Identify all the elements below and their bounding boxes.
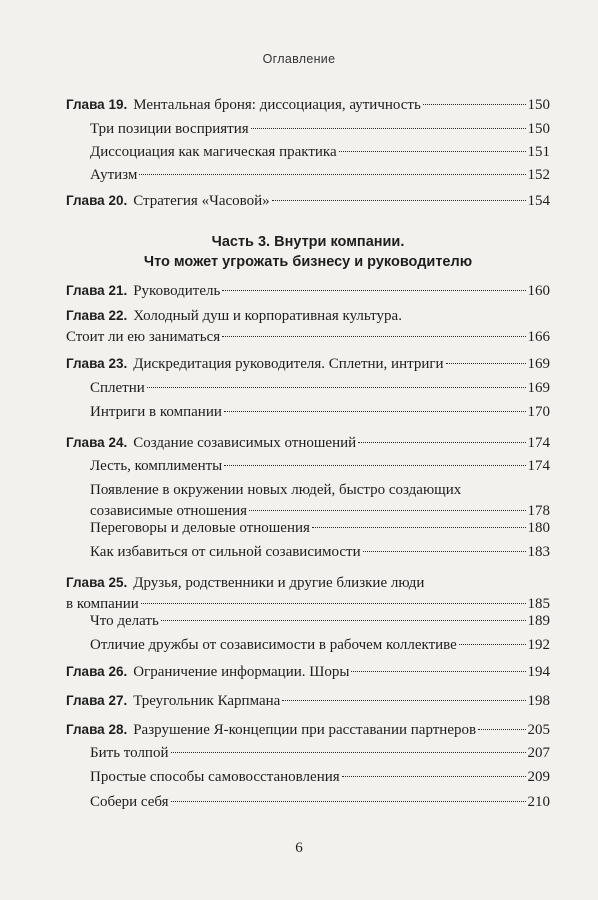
dot-leader <box>171 751 526 753</box>
dot-leader <box>224 410 526 412</box>
toc-page-number: 151 <box>527 144 550 160</box>
toc-chapter-entry <box>66 353 550 375</box>
dot-leader <box>249 509 525 511</box>
chapter-label: Глава 26. <box>66 664 128 679</box>
dot-leader <box>222 335 525 337</box>
toc-entry-line <box>90 378 550 399</box>
dot-leader <box>312 526 526 528</box>
toc-entry-line <box>66 432 550 454</box>
toc-page-number: 170 <box>527 404 550 420</box>
dot-leader <box>251 127 526 129</box>
toc-page-number: 174 <box>527 435 550 451</box>
toc-entry-title: Три позиции восприятия <box>90 121 249 137</box>
toc-chapter-entry <box>66 690 550 712</box>
toc-entry-line <box>66 280 550 302</box>
dot-leader <box>224 464 525 466</box>
dot-leader <box>351 670 525 672</box>
toc-section-entry <box>90 378 550 399</box>
toc-section-entry <box>90 635 550 656</box>
part-heading-line-2: Что может угрожать бизнесу и руководителю <box>143 254 473 270</box>
dot-leader <box>446 362 526 364</box>
toc-page-number: 207 <box>527 745 550 761</box>
toc-entry-title: Руководитель <box>133 283 221 299</box>
toc-page-number: 174 <box>527 458 550 474</box>
toc-entry-title: Простые способы самовосстановления <box>90 769 340 785</box>
dot-leader <box>139 173 525 175</box>
toc-page-number: 209 <box>527 769 550 785</box>
toc-entry-title: в компании <box>66 596 139 612</box>
toc-page-number: 189 <box>527 613 550 629</box>
toc-entry-line <box>90 119 550 140</box>
toc-page-number: 160 <box>527 283 550 299</box>
toc-chapter-entry <box>66 572 550 615</box>
toc-entry-line <box>90 142 550 163</box>
toc-section-entry <box>90 480 550 522</box>
dot-leader <box>282 699 525 701</box>
dot-leader <box>147 386 526 388</box>
part-heading-line-1: Часть 3. Внутри компании. <box>211 234 405 250</box>
toc-entry-line <box>66 572 550 594</box>
toc-section-entry <box>90 542 550 563</box>
toc-entry-title: Бить толпой <box>90 745 169 761</box>
toc-page-number: 169 <box>527 380 550 396</box>
chapter-label: Глава 23. <box>66 356 128 371</box>
toc-chapter-entry <box>66 280 550 302</box>
toc-entry-line <box>90 792 550 813</box>
toc-entry-title: Разрушение Я-концепции при расставании партнеров <box>133 722 477 738</box>
toc-page-number: 180 <box>527 520 550 536</box>
toc-entry-line <box>90 542 550 563</box>
running-head: Оглавление <box>262 52 336 66</box>
dot-leader <box>171 800 526 802</box>
toc-entry-title: Как избавиться от сильной созависимости <box>90 544 361 560</box>
toc-entry-title: Диссоциация как магическая практика <box>90 144 337 160</box>
toc-chapter-entry <box>66 719 550 741</box>
toc-entry-title: Отличие дружбы от созависимости в рабочем коллективе <box>90 637 457 653</box>
toc-page-number: 205 <box>527 722 550 738</box>
toc-entry-line <box>66 719 550 741</box>
toc-entry-line <box>90 518 550 539</box>
toc-entry-line <box>66 305 550 327</box>
toc-entry-line <box>66 353 550 375</box>
toc-entry-line <box>66 661 550 683</box>
toc-entry-line <box>90 611 550 632</box>
dot-leader <box>141 602 526 604</box>
dot-leader <box>459 643 526 645</box>
dot-leader <box>363 550 526 552</box>
toc-section-entry <box>90 611 550 632</box>
toc-entry-title: Треугольник Карпмана <box>133 693 281 709</box>
toc-section-entry <box>90 767 550 788</box>
toc-entry-line <box>66 690 550 712</box>
toc-chapter-entry <box>66 661 550 683</box>
toc-entry-title: Появление в окружении новых людей, быстро создающих <box>90 482 462 498</box>
toc-page-number: 152 <box>527 167 550 183</box>
toc-entry-line <box>90 402 550 423</box>
toc-entry-line <box>66 190 550 212</box>
toc-entry-title: Стратегия «Часовой» <box>133 193 270 209</box>
chapter-label: Глава 27. <box>66 693 128 708</box>
page-number: 6 <box>295 840 303 856</box>
toc-page-number: 150 <box>527 97 550 113</box>
part-heading <box>66 232 550 272</box>
dot-leader <box>339 150 526 152</box>
toc-entry-line <box>90 165 550 186</box>
toc-entry-line <box>90 480 550 501</box>
toc-section-entry <box>90 518 550 539</box>
toc-entry-title: Друзья, родственники и другие близкие люди <box>133 575 425 591</box>
toc-chapter-entry <box>66 432 550 454</box>
toc-entry-title: Дискредитация руководителя. Сплетни, интриги <box>133 356 444 372</box>
dot-leader <box>478 728 525 730</box>
dot-leader <box>342 775 526 777</box>
toc-section-entry <box>90 165 550 186</box>
toc-entry-title: Собери себя <box>90 794 169 810</box>
toc-section-entry <box>90 743 550 764</box>
toc-page-number: 194 <box>527 664 550 680</box>
toc-section-entry <box>90 792 550 813</box>
chapter-label: Глава 24. <box>66 435 128 450</box>
toc-page-number: 166 <box>527 329 550 345</box>
toc-chapter-entry <box>66 190 550 212</box>
toc-entry-title: созависимые отношения <box>90 503 248 519</box>
toc-page-number: 210 <box>527 794 550 810</box>
toc-entry-line <box>66 327 550 348</box>
chapter-label: Глава 20. <box>66 193 128 208</box>
toc-section-entry <box>90 456 550 477</box>
dot-leader <box>423 103 526 105</box>
toc-entry-line <box>90 456 550 477</box>
toc-page-number: 154 <box>527 193 550 209</box>
dot-leader <box>161 619 526 621</box>
toc-entry-line <box>90 743 550 764</box>
dot-leader <box>358 441 525 443</box>
chapter-label: Глава 25. <box>66 575 128 590</box>
toc-entry-title: Ограничение информации. Шоры <box>133 664 350 680</box>
toc-page-number: 198 <box>527 693 550 709</box>
toc-page-number: 185 <box>527 596 550 612</box>
toc-section-entry <box>90 142 550 163</box>
toc-entry-title: Лесть, комплименты <box>90 458 223 474</box>
toc-page-number: 178 <box>527 503 550 519</box>
toc-entry-line <box>90 635 550 656</box>
toc-entry-title: Переговоры и деловые отношения <box>90 520 310 536</box>
toc-section-entry <box>90 119 550 140</box>
chapter-label: Глава 19. <box>66 97 128 112</box>
toc-entry-title: Ментальная броня: диссоциация, аутичность <box>133 97 421 113</box>
toc-entry-line <box>66 94 550 116</box>
toc-chapter-entry <box>66 305 550 348</box>
chapter-label: Глава 21. <box>66 283 128 298</box>
toc-chapter-entry <box>66 94 550 116</box>
toc-section-entry <box>90 402 550 423</box>
toc-entry-title: Холодный душ и корпоративная культура. <box>133 308 402 324</box>
toc-entry-title: Аутизм <box>90 167 138 183</box>
toc-page-number: 183 <box>527 544 550 560</box>
toc-entry-title: Сплетни <box>90 380 145 396</box>
toc-page-number: 169 <box>527 356 550 372</box>
toc-entry-title: Стоит ли ею заниматься <box>66 329 221 345</box>
toc-page-number: 150 <box>527 121 550 137</box>
toc-entry-title: Что делать <box>90 613 159 629</box>
toc-entry-title: Создание созависимых отношений <box>133 435 357 451</box>
toc-entry-line <box>90 767 550 788</box>
chapter-label: Глава 22. <box>66 308 128 323</box>
chapter-label: Глава 28. <box>66 722 128 737</box>
toc-entry-title: Интриги в компании <box>90 404 222 420</box>
toc-page-number: 192 <box>527 637 550 653</box>
dot-leader <box>272 199 526 201</box>
dot-leader <box>222 289 525 291</box>
